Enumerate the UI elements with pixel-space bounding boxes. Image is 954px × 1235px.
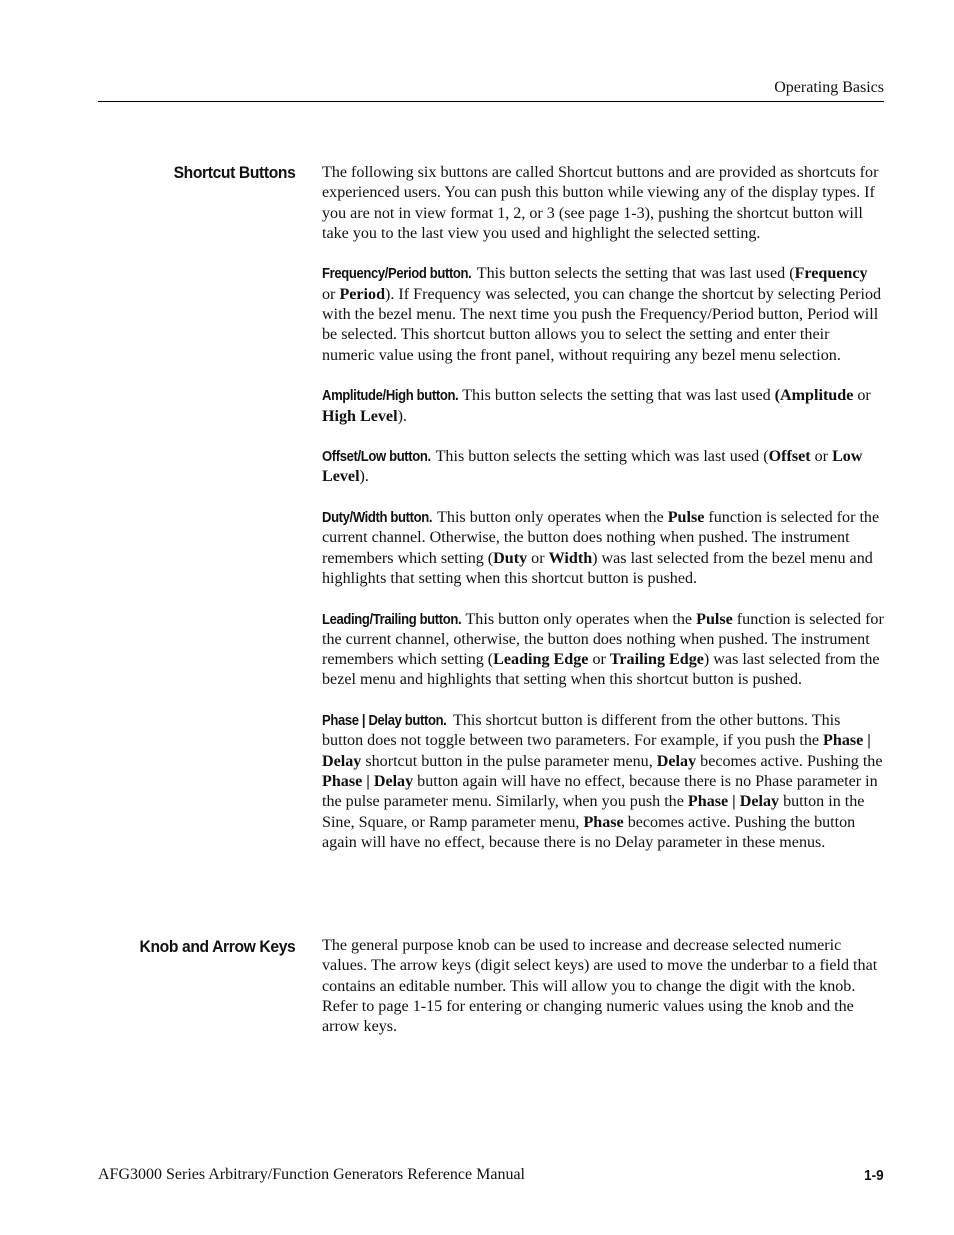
text: button again will have no effect, because there is no Phase parameter in the pulse parameter menu. Similarly, when you push the — [322, 772, 878, 811]
bold-text: Delay — [656, 752, 697, 770]
text: function is selected for the current channel. Otherwise, the button does nothing when pushed. The instrument remembers which setting ( — [322, 509, 880, 567]
text: function is selected for the current channel, otherwise, the button does nothing when pushed. The instrument remembers which setting ( — [322, 610, 884, 669]
bold-text: Leading Edge — [493, 651, 589, 669]
frequency-period-paragraph — [322, 264, 884, 365]
bold-text: Phase — [583, 813, 624, 831]
text: This button selects the setting that was last used ( — [476, 265, 795, 283]
knob-and-arrow-keys-body — [322, 936, 884, 1037]
text: becomes active. Pushing the button again will have no effect, because there is no Delay parameter in these menus. — [322, 813, 856, 851]
text: This button only operates when the — [465, 610, 697, 628]
text: or — [322, 285, 340, 303]
leading-trailing-label: Leading/Trailing button. — [322, 611, 462, 628]
text: or — [853, 387, 871, 405]
bold-text: Frequency — [794, 265, 868, 283]
offset-low-paragraph — [322, 447, 884, 488]
section-heading-knob-and-arrow-keys: Knob and Arrow Keys — [139, 937, 295, 956]
knob-paragraph: The general purpose knob can be used to increase and decrease selected numeric values. The arrow keys (digit select keys) are used to move the underbar to a field that contains an editable number. This will allow you to change the digit with the knob. Refer to page 1-15 for entering or changing numeric values using the knob and the arrow keys. — [322, 937, 878, 1036]
text: ) was last selected from the bezel menu and highlights that setting when this shortcut button is pushed. — [322, 651, 880, 689]
text: or — [810, 448, 833, 466]
phase-delay-paragraph — [322, 711, 884, 853]
footer-manual-title: AFG3000 Series Arbitrary/Function Generators Reference Manual — [98, 1166, 525, 1183]
text: This button only operates when the — [437, 509, 668, 527]
text: This button selects the setting that was last used — [462, 387, 775, 405]
shortcut-intro-paragraph: The following six buttons are called Shortcut buttons and are provided as shortcuts for experienced users. You can push this button while viewing any of the display types. If you are not in view format 1, 2, or 3 (see page 1-3), pushing the shortcut button will take you to the last view you used and highlight the selected setting. — [322, 164, 879, 242]
bold-text: High Level — [322, 407, 398, 425]
offset-low-label: Offset/Low button. — [322, 449, 431, 466]
bold-text: Low Level — [322, 448, 863, 486]
bold-text: Pulse — [667, 509, 705, 527]
duty-width-paragraph — [322, 508, 884, 589]
bold-text: Phase | Delay — [322, 772, 414, 790]
bold-text: Duty — [493, 549, 528, 567]
bold-text: Pulse — [696, 610, 733, 628]
text: or — [527, 549, 549, 567]
bold-text: Trailing Edge — [609, 651, 704, 669]
text: or — [588, 651, 610, 669]
frequency-period-label: Frequency/Period button. — [322, 266, 472, 283]
text: ). — [359, 468, 369, 486]
duty-width-label: Duty/Width button. — [322, 510, 433, 527]
header-rule — [98, 101, 884, 102]
amplitude-high-label: Amplitude/High button. — [322, 388, 459, 405]
text: This button selects the setting which was last used ( — [435, 448, 769, 466]
text: ) was last selected from the bezel menu and highlights that setting when this shortcut button is pushed. — [322, 549, 873, 587]
page-number: 1-9 — [864, 1167, 884, 1184]
phase-delay-label: Phase | Delay button. — [322, 713, 447, 730]
bold-text: (Amplitude — [774, 387, 854, 405]
text: ). — [397, 407, 407, 425]
bold-text: Period — [339, 285, 386, 303]
bold-text: Offset — [768, 448, 811, 466]
shortcut-buttons-body — [322, 163, 884, 853]
bold-text: Phase | Delay — [687, 793, 780, 811]
text: becomes active. Pushing the — [696, 752, 883, 770]
text: shortcut button in the pulse parameter menu, — [361, 752, 657, 770]
amplitude-high-paragraph — [322, 386, 884, 427]
text: ). If Frequency was selected, you can change the shortcut by selecting Period with the bezel menu. The next time you push the Frequency/Period button, Period will be selected. This shortcut button allows you to select the setting and enter their numeric value using the front panel, without requiring any bezel menu selection. — [322, 285, 882, 364]
bold-text: Width — [548, 549, 593, 567]
bold-text: Phase | Delay — [322, 732, 871, 770]
leading-trailing-paragraph — [322, 610, 884, 691]
text: button in the Sine, Square, or Ramp parameter menu, — [322, 793, 865, 831]
running-header: Operating Basics — [774, 79, 884, 96]
section-heading-shortcut-buttons: Shortcut Buttons — [173, 163, 295, 182]
text: This shortcut button is different from the other buttons. This button does not toggle between two parameters. For example, if you push the — [322, 712, 841, 750]
